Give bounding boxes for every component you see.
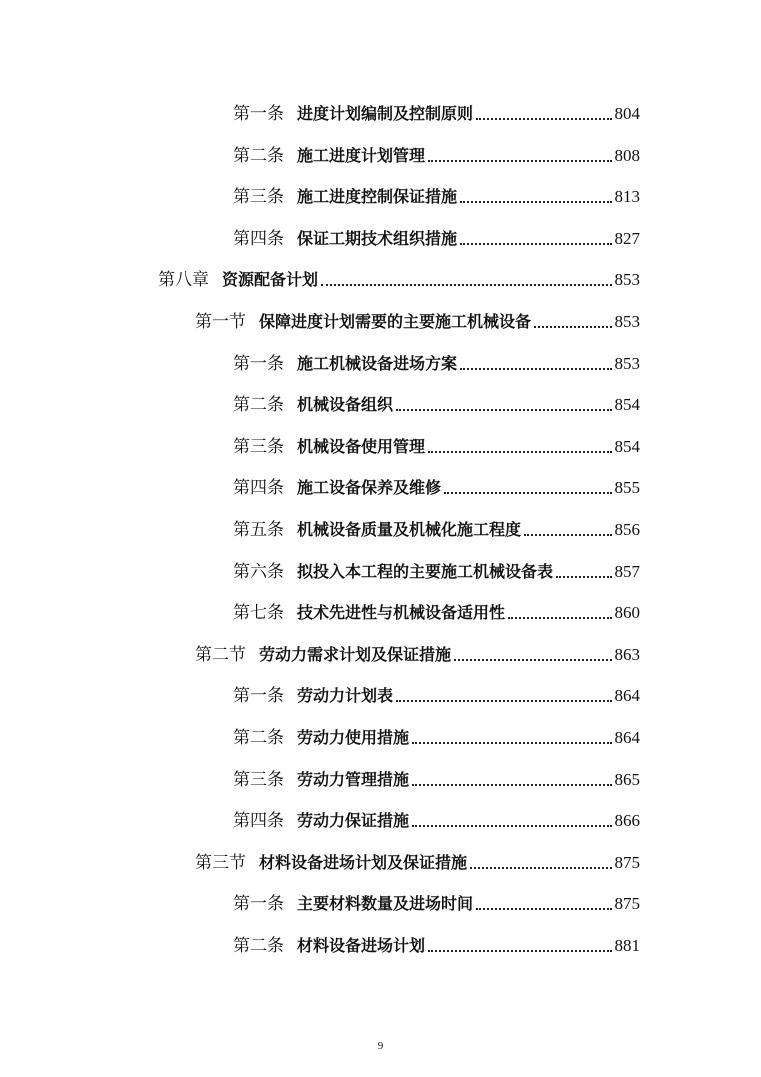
toc-leader-dots [508, 617, 611, 619]
toc-leader-dots [428, 160, 611, 162]
toc-entry[interactable] [233, 761, 640, 791]
toc-entry-title: 劳动力使用措施 [297, 728, 410, 747]
toc-entry-number: 第四条 [233, 228, 284, 249]
toc-entry-number: 第二条 [233, 936, 284, 956]
toc-entry-number: 第二条 [233, 728, 284, 748]
toc-entry-title: 劳动力保证措施 [297, 811, 410, 831]
toc-entry-number: 第五条 [233, 520, 284, 540]
toc-entry-page: 856 [614, 520, 640, 539]
toc-entry[interactable] [233, 345, 640, 375]
toc-entry-title: 材料设备进场计划及保证措施 [259, 852, 468, 872]
toc-leader-dots [470, 867, 611, 869]
toc-entry-number: 第二节 [195, 644, 246, 665]
toc-leader-dots [556, 576, 611, 578]
toc-entry-number: 第一节 [195, 312, 246, 332]
toc-entry[interactable] [233, 802, 640, 832]
toc-leader-dots [412, 742, 611, 744]
toc-entry-title: 劳动力计划表 [297, 686, 394, 706]
toc-entry-page: 855 [614, 478, 640, 498]
toc-entry-title: 资源配备计划 [222, 270, 319, 290]
toc-entry-page: 853 [614, 312, 640, 331]
toc-leader-dots [321, 284, 611, 286]
toc-leader-dots [460, 368, 611, 370]
toc-entry-page: 804 [614, 104, 640, 123]
toc-entry[interactable] [233, 137, 640, 167]
toc-entry-number: 第四条 [233, 478, 284, 499]
toc-entry-number: 第四条 [233, 811, 284, 832]
toc-entry-title: 施工进度控制保证措施 [297, 187, 458, 207]
toc-entry-title: 施工设备保养及维修 [297, 478, 442, 498]
toc-entry-title: 保证工期技术组织措施 [297, 228, 458, 248]
toc-entry-page: 813 [614, 187, 640, 207]
toc-entry-number: 第二条 [233, 395, 284, 416]
toc-entry-page: 860 [614, 603, 640, 623]
toc-entry-page: 864 [614, 728, 640, 747]
toc-section-entry[interactable] [195, 636, 640, 666]
toc-entry-page: 808 [614, 145, 640, 165]
toc-entry[interactable] [233, 719, 640, 749]
toc-entry-page: 881 [614, 936, 640, 955]
toc-entry-number: 第八章 [158, 270, 209, 291]
toc-entry-page: 854 [614, 436, 640, 456]
toc-entry-title: 施工机械设备进场方案 [297, 353, 458, 373]
toc-entry[interactable] [233, 594, 640, 624]
toc-entry-title: 劳动力需求计划及保证措施 [259, 644, 452, 664]
toc-entry-title: 进度计划编制及控制原则 [297, 104, 474, 123]
toc-entry[interactable] [233, 885, 640, 915]
toc-entry[interactable] [233, 511, 640, 541]
toc-entry-title: 主要材料数量及进场时间 [297, 894, 474, 914]
toc-section-entry[interactable] [195, 303, 640, 333]
toc-section-entry[interactable] [195, 844, 640, 874]
toc-entry[interactable] [233, 95, 640, 125]
toc-leader-dots [534, 326, 611, 328]
toc-entry-title: 技术先进性与机械设备适用性 [297, 603, 506, 623]
toc-entry-number: 第三节 [195, 852, 246, 873]
toc-leader-dots [412, 825, 611, 827]
toc-leader-dots [396, 409, 611, 411]
toc-entry[interactable] [233, 220, 640, 250]
toc-entry[interactable] [233, 677, 640, 707]
toc-entry-page: 854 [614, 395, 640, 415]
toc-entry-page: 875 [614, 894, 640, 914]
toc-entry-number: 第三条 [233, 436, 284, 457]
toc-entry-title: 拟投入本工程的主要施工机械设备表 [297, 561, 554, 581]
toc-entry-number: 第六条 [233, 561, 284, 582]
toc-entry-number: 第七条 [233, 603, 284, 624]
toc-entry-title: 施工进度计划管理 [297, 145, 426, 165]
toc-leader-dots [454, 659, 611, 661]
toc-entry-number: 第三条 [233, 187, 284, 208]
toc-entry-page: 875 [614, 852, 640, 872]
toc-entry[interactable] [233, 469, 640, 499]
toc-leader-dots [412, 784, 611, 786]
toc-entry-title: 机械设备使用管理 [297, 436, 426, 456]
toc-leader-dots [428, 950, 611, 952]
toc-entry-page: 853 [614, 270, 640, 290]
toc-leader-dots [460, 243, 611, 245]
toc-entry-page: 866 [614, 811, 640, 831]
toc-entry-number: 第二条 [233, 145, 284, 166]
toc-entry-number: 第一条 [233, 104, 284, 124]
toc-entry[interactable] [233, 178, 640, 208]
toc-entry-page: 865 [614, 769, 640, 789]
toc-leader-dots [396, 700, 611, 702]
toc-leader-dots [476, 118, 611, 120]
toc-entry-title: 材料设备进场计划 [297, 936, 426, 955]
page-number: 9 [377, 1040, 384, 1052]
toc-entry-page: 864 [614, 686, 640, 706]
toc-entry-number: 第一条 [233, 686, 284, 707]
toc-entry[interactable] [233, 428, 640, 458]
toc-entry[interactable] [233, 927, 640, 957]
toc-entry-title: 劳动力管理措施 [297, 769, 410, 789]
toc-leader-dots [524, 534, 611, 536]
toc-entry-title: 机械设备组织 [297, 395, 394, 415]
toc-entry-title: 保障进度计划需要的主要施工机械设备 [259, 312, 532, 331]
toc-entry-page: 857 [614, 561, 640, 581]
toc-entry-number: 第一条 [233, 894, 284, 915]
toc-entry[interactable] [233, 386, 640, 416]
toc-leader-dots [476, 908, 611, 910]
toc-leader-dots [428, 451, 611, 453]
toc-entry-page: 827 [614, 228, 640, 248]
page-number-footer [0, 1040, 761, 1052]
toc-entry-number: 第一条 [233, 353, 284, 374]
toc-leader-dots [460, 201, 611, 203]
toc-entry-page: 853 [614, 353, 640, 373]
toc-entry-page: 863 [614, 644, 640, 664]
toc-leader-dots [444, 492, 611, 494]
toc-entry-number: 第三条 [233, 769, 284, 790]
toc-entry[interactable] [233, 553, 640, 583]
toc-entry-title: 机械设备质量及机械化施工程度 [297, 520, 522, 539]
toc-chapter-entry[interactable] [158, 261, 640, 291]
